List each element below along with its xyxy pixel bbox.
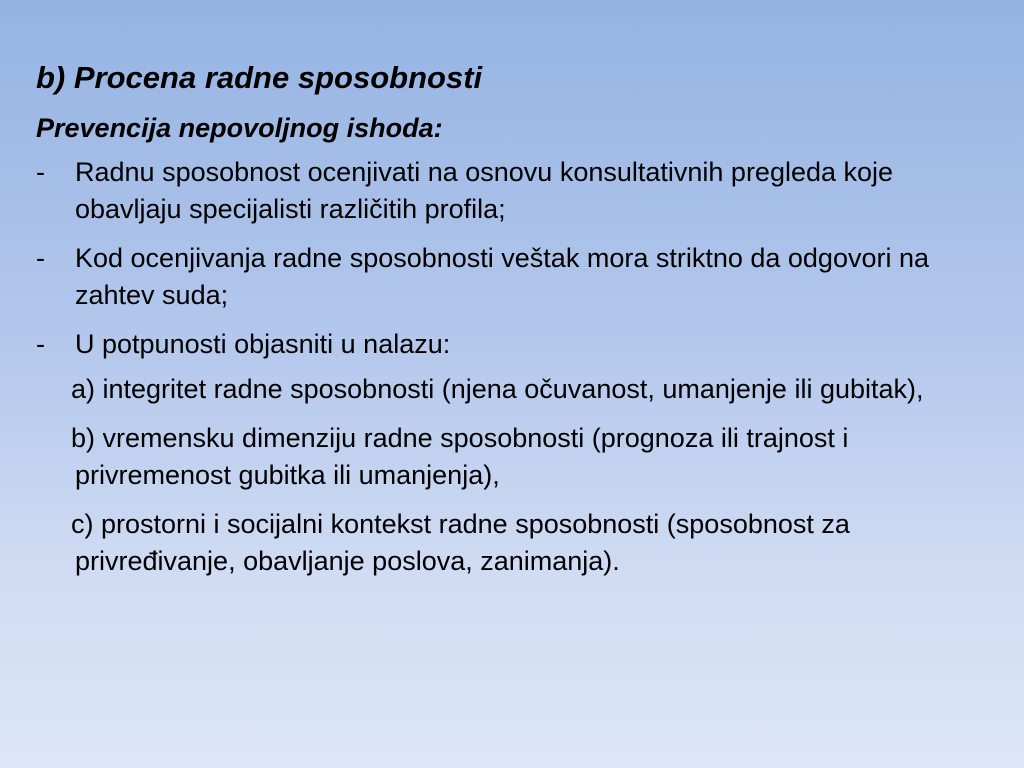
sub-item-b: b) vremensku dimenziju radne sposobnosti (prognoza ili trajnost i privremenost gubitka ili umanjenja), (71, 423, 849, 490)
bullet-text: Kod ocenjivanja radne sposobnosti veštak mora striktno da odgovori na zahtev suda; (75, 243, 930, 310)
slide-subtitle: Prevencija nepovoljnog ishoda: (36, 113, 443, 143)
bullet-list (36, 154, 996, 363)
bullet-dash: - (36, 243, 45, 273)
bullet-item (36, 240, 996, 314)
bullet-item (36, 326, 996, 363)
slide-title: b) Procena radne sposobnosti (36, 60, 483, 95)
bullet-text: U potpunosti objasniti u nalazu: (75, 329, 451, 359)
sub-item-a: a) integritet radne sposobnosti (njena očuvanost, umanjenje ili gubitak), (71, 374, 924, 404)
bullet-text: Radnu sposobnost ocenjivati na osnovu konsultativnih pregleda koje obavljaju specijalisti različitih profila; (75, 157, 894, 224)
bullet-dash: - (36, 157, 45, 187)
bullet-item (36, 154, 996, 228)
sub-item-c: c) prostorni i socijalni kontekst radne sposobnosti (sposobnost za privređivanje, obavljanje poslova, zanimanja). (71, 509, 850, 576)
bullet-dash: - (36, 329, 45, 359)
slide-content (36, 56, 996, 592)
